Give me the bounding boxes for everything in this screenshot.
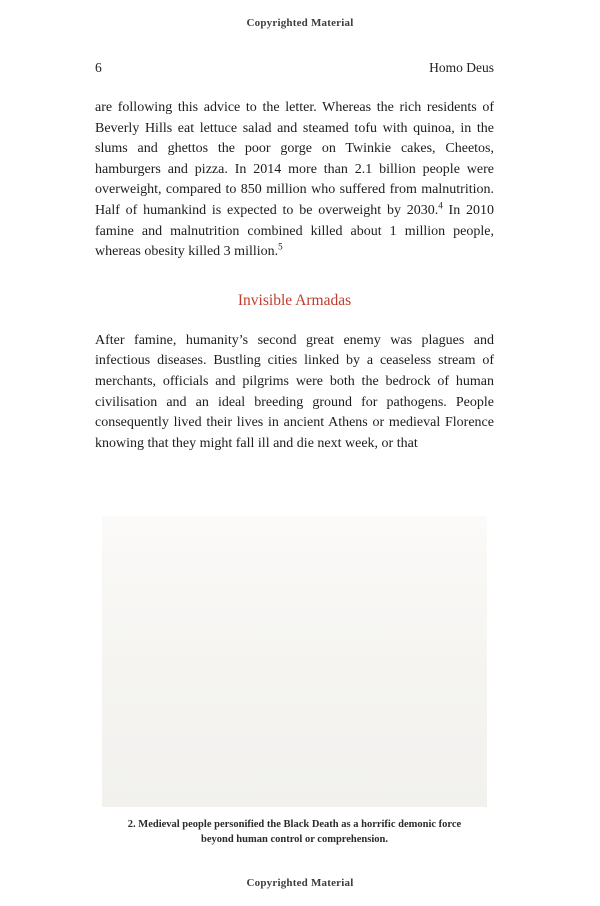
figure-caption (95, 818, 494, 847)
figure-caption-line-1: 2. Medieval people personified the Black Death as a horrific demonic force (127, 819, 462, 831)
footnote-ref-5: 5 (278, 241, 283, 252)
page-number: 6 (95, 60, 102, 75)
copyright-notice-top: Copyrighted Material (246, 17, 354, 29)
paragraph-famine-text-1: are following this advice to the letter. Whereas the rich residents of Beverly Hills eat lettuce salad and steamed tofu with quinoa, in the slums and ghettos the poor gorge on Twinkie cakes, Cheetos, hamburgers and pizza. In 2014 more than 2.1 billion people were overweight, compared to 850 million who suffered from malnutrition. Half of humankind is expected to be overweight by 2030. (95, 100, 494, 218)
running-header (95, 60, 494, 76)
paragraph-famine (95, 98, 494, 263)
page-content (0, 60, 600, 847)
figure-caption-line-2: beyond human control or comprehension. (201, 833, 388, 845)
footnote-ref-4: 4 (438, 200, 443, 211)
section-heading-invisible-armadas: Invisible Armadas (237, 291, 352, 309)
paragraph-plagues: After famine, humanity’s second great enemy was plagues and infectious diseases. Bustling cities linked by a ceaseless stream of merchants, officials and pilgrims were both the bedrock of human civilisation and an ideal breeding ground for pathogens. People consequently lived their lives in ancient Athens or medieval Florence knowing that they might fall ill and die next week, or that (95, 332, 494, 451)
book-title: Homo Deus (429, 60, 494, 75)
copyright-notice-bottom: Copyrighted Material (246, 877, 354, 889)
paragraph-famine-text-2: In 2010 famine and malnutrition combined killed about 1 million people, whereas obesity killed 3 million. (95, 202, 494, 260)
figure-black-death-image (102, 516, 487, 807)
